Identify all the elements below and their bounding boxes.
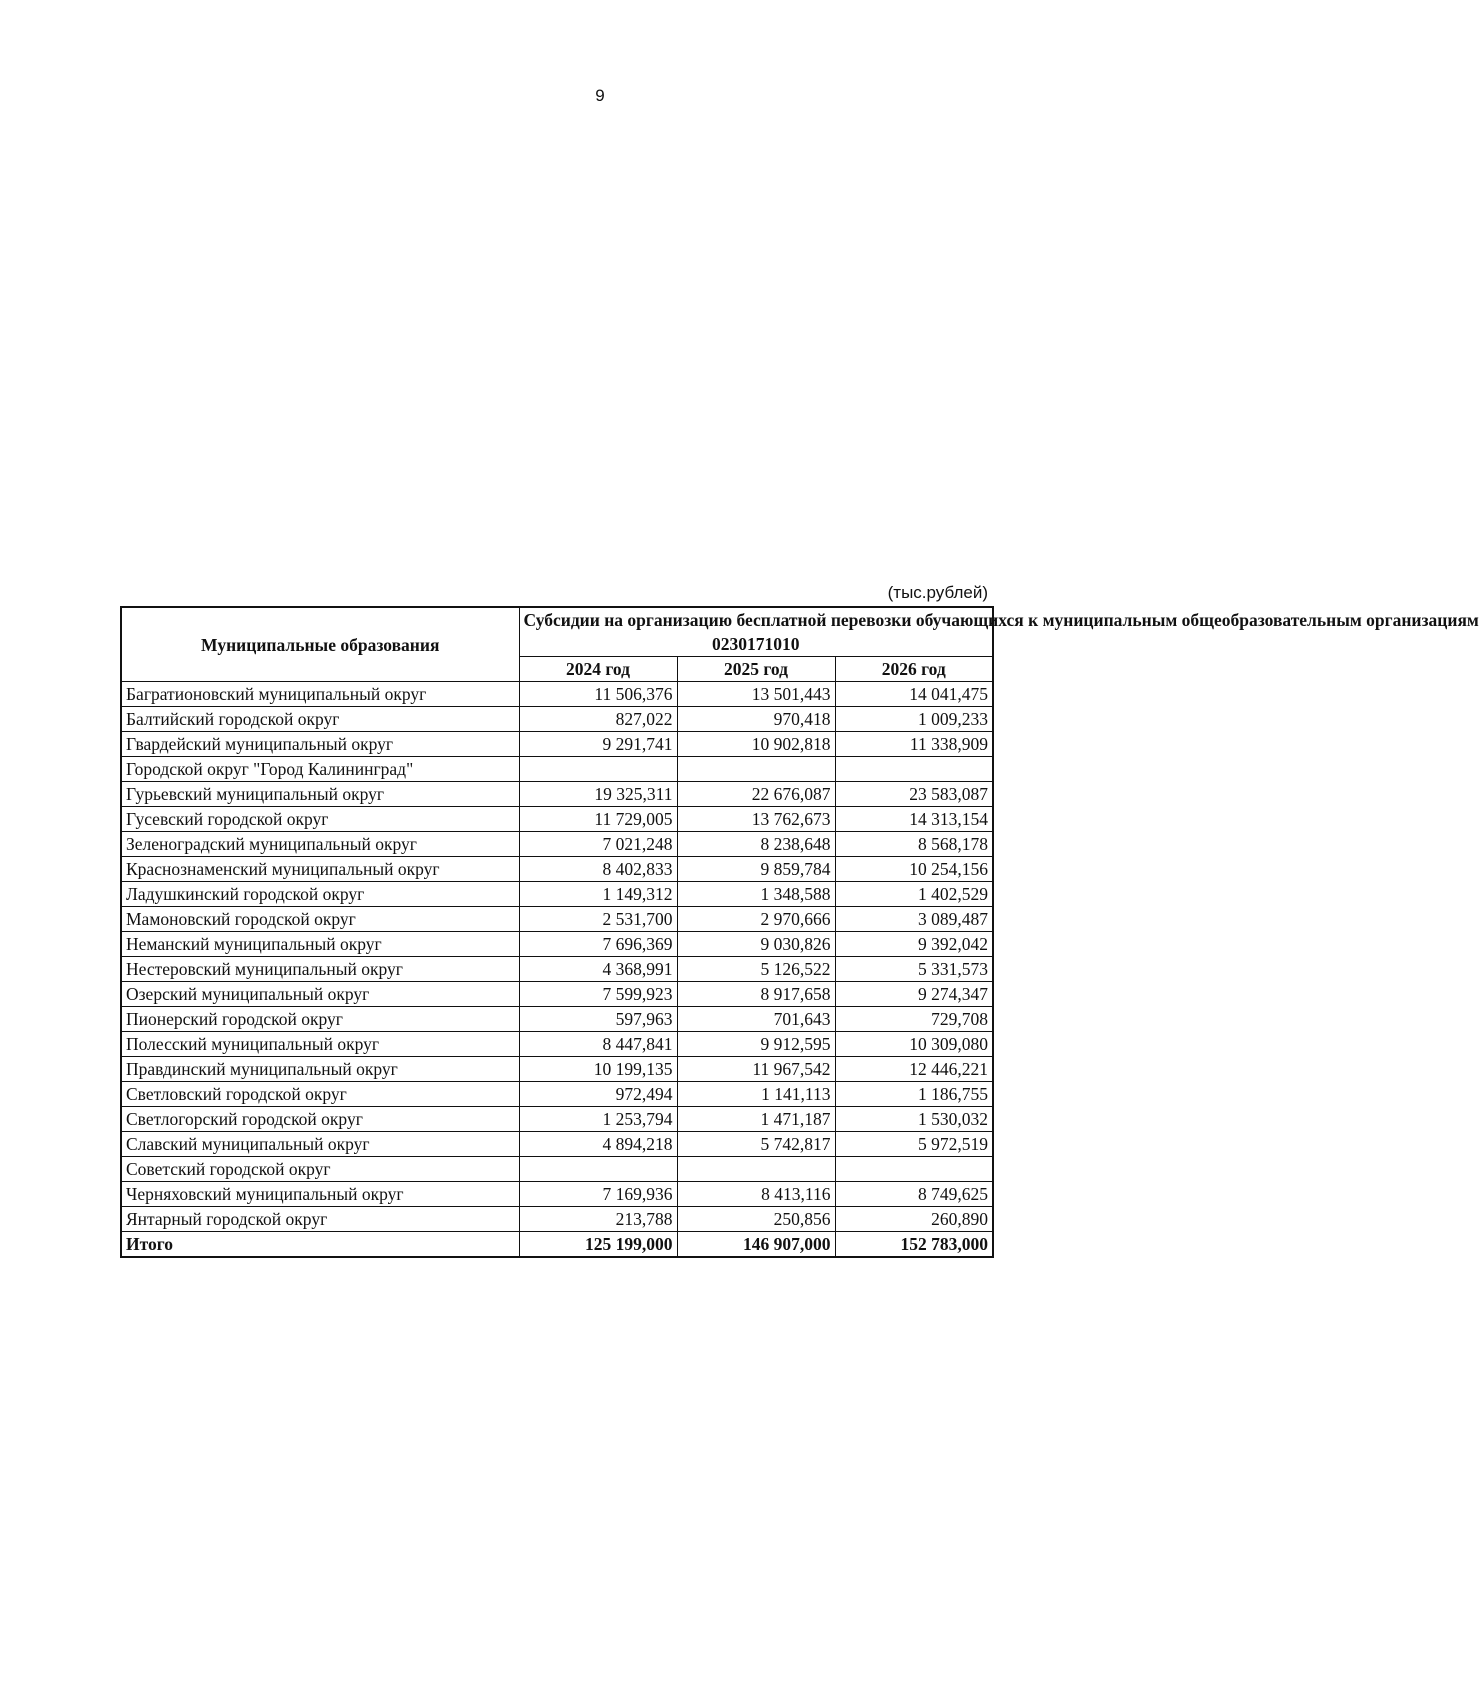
value-2025: 5 126,522: [677, 957, 835, 982]
value-2026: 9 392,042: [835, 932, 993, 957]
value-2026: 11 338,909: [835, 732, 993, 757]
municipality-name: Озерский муниципальный округ: [121, 982, 519, 1007]
value-2024: 2 531,700: [519, 907, 677, 932]
table-row: [121, 957, 993, 982]
value-2026: [835, 757, 993, 782]
table-row: [121, 1107, 993, 1132]
municipality-name: Балтийский городской округ: [121, 707, 519, 732]
value-2025: 8 917,658: [677, 982, 835, 1007]
value-2024: 19 325,311: [519, 782, 677, 807]
value-2024: 4 368,991: [519, 957, 677, 982]
page-number: 9: [595, 86, 605, 105]
table-row: [121, 1182, 993, 1207]
value-2025: 2 970,666: [677, 907, 835, 932]
table-row: [121, 982, 993, 1007]
value-2024: 4 894,218: [519, 1132, 677, 1157]
table-row: [121, 1057, 993, 1082]
municipality-name: Советский городской округ: [121, 1157, 519, 1182]
value-2025: [677, 757, 835, 782]
table-body: [121, 682, 993, 1258]
total-value-2026: 152 783,000: [835, 1232, 993, 1258]
value-2026: 729,708: [835, 1007, 993, 1032]
table-row: [121, 732, 993, 757]
value-2024: 10 199,135: [519, 1057, 677, 1082]
total-value-2024: 125 199,000: [519, 1232, 677, 1258]
municipality-name: Пионерский городской округ: [121, 1007, 519, 1032]
header-municipalities: Муниципальные образования: [121, 607, 519, 682]
value-2024: 7 021,248: [519, 832, 677, 857]
value-2024: 7 599,923: [519, 982, 677, 1007]
value-2026: 14 041,475: [835, 682, 993, 707]
municipality-name: Ладушкинский городской округ: [121, 882, 519, 907]
value-2025: 8 413,116: [677, 1182, 835, 1207]
table-row: [121, 682, 993, 707]
municipality-name: Гвардейский муниципальный округ: [121, 732, 519, 757]
value-2026: [835, 1157, 993, 1182]
header-subsidy: [519, 607, 1479, 657]
municipality-name: Городской округ "Город Калининград": [121, 757, 519, 782]
table-row: [121, 932, 993, 957]
value-2026: 260,890: [835, 1207, 993, 1232]
value-2024: 11 506,376: [519, 682, 677, 707]
value-2026: 10 309,080: [835, 1032, 993, 1057]
total-row: [121, 1232, 993, 1258]
value-2026: 8 749,625: [835, 1182, 993, 1207]
total-value-2025: 146 907,000: [677, 1232, 835, 1258]
municipality-name: Черняховский муниципальный округ: [121, 1182, 519, 1207]
value-2024: 597,963: [519, 1007, 677, 1032]
units-label: (тыс.рублей): [887, 583, 988, 602]
table-row: [121, 857, 993, 882]
value-2024: [519, 757, 677, 782]
value-2025: 10 902,818: [677, 732, 835, 757]
total-label: Итого: [121, 1232, 519, 1258]
value-2026: 23 583,087: [835, 782, 993, 807]
municipality-name: Гусевский городской округ: [121, 807, 519, 832]
value-2026: 5 972,519: [835, 1132, 993, 1157]
value-2026: 3 089,487: [835, 907, 993, 932]
value-2024: 213,788: [519, 1207, 677, 1232]
subsidy-table: [120, 606, 1479, 1258]
table-row: [121, 782, 993, 807]
header-subsidy-title: Субсидии на организацию бесплатной перевозки обучающихся к муниципальным общеобразовательным организациям: [523, 610, 1479, 630]
value-2026: 1 009,233: [835, 707, 993, 732]
value-2025: 1 471,187: [677, 1107, 835, 1132]
table-row: [121, 882, 993, 907]
municipality-name: Гурьевский муниципальный округ: [121, 782, 519, 807]
value-2024: 7 696,369: [519, 932, 677, 957]
value-2026: 1 186,755: [835, 1082, 993, 1107]
value-2025: 9 859,784: [677, 857, 835, 882]
table-row: [121, 1132, 993, 1157]
value-2025: 22 676,087: [677, 782, 835, 807]
municipality-name: Славский муниципальный округ: [121, 1132, 519, 1157]
municipality-name: Краснознаменский муниципальный округ: [121, 857, 519, 882]
value-2026: 14 313,154: [835, 807, 993, 832]
municipality-name: Мамоновский городской округ: [121, 907, 519, 932]
municipality-name: Нестеровский муниципальный округ: [121, 957, 519, 982]
value-2025: 9 030,826: [677, 932, 835, 957]
value-2024: 8 402,833: [519, 857, 677, 882]
municipality-name: Полесский муниципальный округ: [121, 1032, 519, 1057]
table-row: [121, 907, 993, 932]
value-2026: 10 254,156: [835, 857, 993, 882]
header-subsidy-code: 0230171010: [712, 634, 800, 654]
value-2025: 1 141,113: [677, 1082, 835, 1107]
value-2024: 1 149,312: [519, 882, 677, 907]
table-row: [121, 807, 993, 832]
value-2026: 9 274,347: [835, 982, 993, 1007]
municipality-name: Зеленоградский муниципальный округ: [121, 832, 519, 857]
municipality-name: Янтарный городской округ: [121, 1207, 519, 1232]
municipality-name: Светловский городской округ: [121, 1082, 519, 1107]
value-2025: 250,856: [677, 1207, 835, 1232]
table-row: [121, 1157, 993, 1182]
table-row: [121, 1207, 993, 1232]
value-2025: 8 238,648: [677, 832, 835, 857]
value-2025: 11 967,542: [677, 1057, 835, 1082]
table-row: [121, 832, 993, 857]
municipality-name: Неманский муниципальный округ: [121, 932, 519, 957]
value-2026: 1 530,032: [835, 1107, 993, 1132]
value-2025: 701,643: [677, 1007, 835, 1032]
value-2025: 13 762,673: [677, 807, 835, 832]
value-2026: 12 446,221: [835, 1057, 993, 1082]
municipality-name: Правдинский муниципальный округ: [121, 1057, 519, 1082]
value-2024: 7 169,936: [519, 1182, 677, 1207]
value-2025: 9 912,595: [677, 1032, 835, 1057]
header-year-2026: 2026 год: [835, 657, 993, 682]
header-year-2024: 2024 год: [519, 657, 677, 682]
header-year-2025: 2025 год: [677, 657, 835, 682]
municipality-name: Светлогорский городской округ: [121, 1107, 519, 1132]
value-2025: 970,418: [677, 707, 835, 732]
value-2024: 11 729,005: [519, 807, 677, 832]
value-2024: 972,494: [519, 1082, 677, 1107]
table-row: [121, 707, 993, 732]
table-row: [121, 757, 993, 782]
table-row: [121, 1007, 993, 1032]
value-2024: 827,022: [519, 707, 677, 732]
value-2024: 1 253,794: [519, 1107, 677, 1132]
value-2026: 1 402,529: [835, 882, 993, 907]
value-2025: 13 501,443: [677, 682, 835, 707]
value-2024: [519, 1157, 677, 1182]
value-2025: 1 348,588: [677, 882, 835, 907]
municipality-name: Багратионовский муниципальный округ: [121, 682, 519, 707]
value-2026: 5 331,573: [835, 957, 993, 982]
value-2026: 8 568,178: [835, 832, 993, 857]
table-row: [121, 1032, 993, 1057]
value-2024: 9 291,741: [519, 732, 677, 757]
value-2025: [677, 1157, 835, 1182]
value-2024: 8 447,841: [519, 1032, 677, 1057]
table-row: [121, 1082, 993, 1107]
value-2025: 5 742,817: [677, 1132, 835, 1157]
